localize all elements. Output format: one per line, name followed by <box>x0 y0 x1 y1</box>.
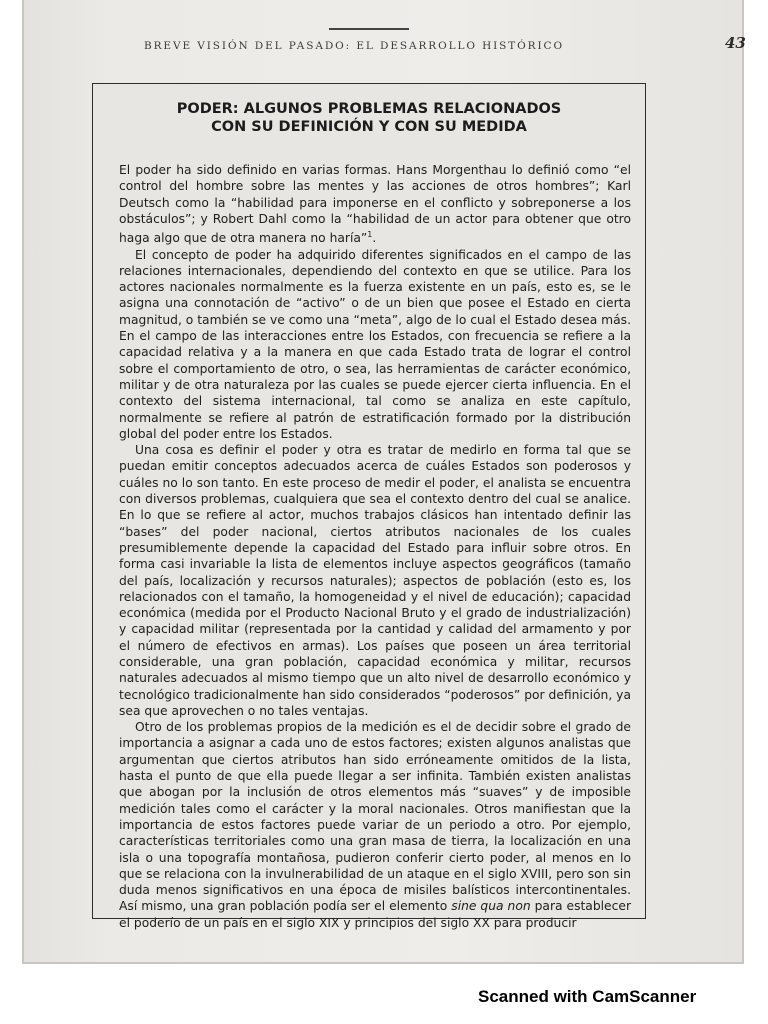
paragraph-4-text-a: Otro de los problemas propios de la medición es el de decidir sobre el grado de importancia a asignar a cada uno de estos factores; existen algunos analistas que argumentan que ciertos atributos han sido erróneamente omitidos de la lista, hasta el punto de que ella puede llegar a ser infinita. También existen analistas que abogan por la inclusión de otros elementos más “suaves” y de imposible medición tales como el carácter y la moral nacionales. Otros manifiestan que la importancia de estos factores puede variar de un periodo a otro. Por ejemplo, características territoriales como una gran masa de tierra, la localización en una isla o una topografía montañosa, pudieron conferir cierto poder, al menos en lo que se relaciona con la invulnerabilidad de un ataque en el siglo XVIII, pero son sin duda menos significativos en una época de misiles balísticos intercontinentales. Así mismo, una gran población podía ser el elemento <box>119 720 631 914</box>
latin-phrase: sine qua non <box>451 899 531 914</box>
paragraph-4 <box>119 719 631 931</box>
running-head: BREVE VISIÓN DEL PASADO: EL DESARROLLO HISTÓRICO <box>144 40 564 52</box>
paragraph-1-end: . <box>372 231 377 246</box>
box-title <box>93 100 645 136</box>
header-rule <box>329 28 409 30</box>
footnote-marker: 1 <box>367 230 373 240</box>
page-number: 43 <box>725 34 746 52</box>
paragraph-1-text: El poder ha sido definido en varias formas. Hans Morgenthau lo definió como “el control del hombre sobre las mentes y las acciones de otros hombres”; Karl Deutsch como la “habilidad para imponerse en el conflicto y sobreponerse a los obstáculos”; y Robert Dahl como la “habilidad de un actor para obtener que otro haga algo que de otra manera no haría” <box>119 163 631 246</box>
paragraph-1 <box>119 162 631 247</box>
paragraph-4-text-b: para establecer el poderío de un país en el siglo XIX y principios del siglo XX para producir <box>119 899 632 930</box>
book-page <box>24 0 746 962</box>
box-title-line-2: CON SU DEFINICIÓN Y CON SU MEDIDA <box>211 119 527 135</box>
box-body <box>119 162 631 931</box>
box-title-line-1: PODER: ALGUNOS PROBLEMAS RELACIONADOS <box>176 101 562 117</box>
paragraph-3: Una cosa es definir el poder y otra es tratar de medirlo en forma tal que se puedan emitir conceptos adecuados acerca de cuáles Estados son poderosos y cuáles no lo son tanto. En este proceso de medir el poder, el analista se encuentra con diversos problemas, cualquiera que sea el contexto dentro del cual se analice. En lo que se refiere al actor, muchos trabajos clásicos han intentado definir las “bases” del poder nacional, ciertos atributos nacionales de los cuales presumiblemente depende la capacidad del Estado para influir sobre otros. En forma casi invariable la lista de elementos incluye aspectos geográficos (tamaño del país, localización y recursos naturales); aspectos de población (esto es, los relacionados con el tamaño, la homogeneidad y el nivel de educación); capacidad económica (medida por el Producto Nacional Bruto y el grado de industrialización) y capacidad militar (representada por la cantidad y calidad del armamento y por el número de efectivos en armas). Los países que poseen un área territorial considerable, una gran población, capacidad económica y militar, recursos naturales adecuados al mismo tiempo que un alto nivel de desarrollo económico y tecnológico tradicionalmente han sido considerados “poderosos” por definición, ya sea que aprovechen o no tales ventajas. <box>119 443 631 718</box>
scanner-watermark: Scanned with CamScanner <box>478 987 697 1006</box>
sidebar-box <box>92 83 646 930</box>
paragraph-2: El concepto de poder ha adquirido diferentes significados en el campo de las relaciones internacionales, dependiendo del contexto en que se utilice. Para los actores nacionales normalmente es la fuerza existente en un país, esto es, se le asigna una connotación de “activo” o de un bien que posee el Estado en cierta magnitud, o también se ve como una “meta”, algo de lo cual el Estado desea más. En el campo de las interacciones entre los Estados, con frecuencia se refiere a la capacidad relativa y a la manera en que cada Estado trata de lograr el control sobre el comportamiento de otro, o sea, las herramientas de carácter económico, militar y de otra naturaleza por las cuales se puede ejercer cierta influencia. En el contexto del sistema internacional, tal como se analiza en este capítulo, normalmente se refiere al patrón de estratificación formado por la distribución global del poder entre los Estados. <box>119 247 631 441</box>
